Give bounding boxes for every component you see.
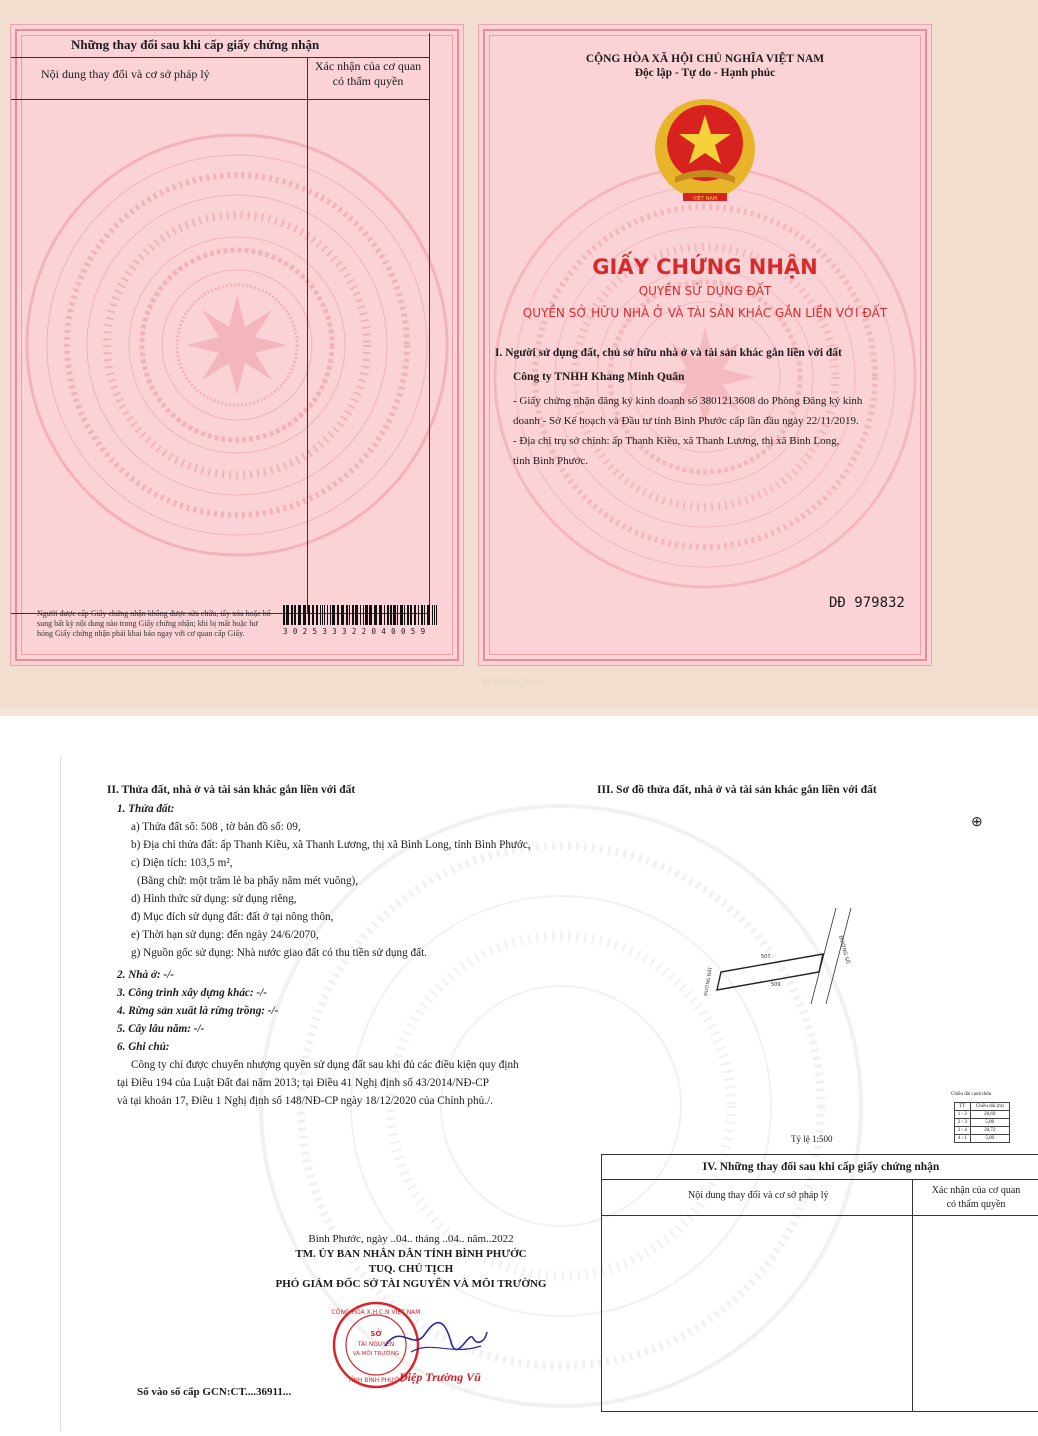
north-arrow-icon: ⊕ [971,815,983,830]
edge-table-header: TT [955,1103,971,1111]
changes-title: Những thay đổi sau khi cấp giấy chứng nhận [71,37,320,52]
col-confirm-header: Xác nhận của cơ quan có thẩm quyền [314,59,422,88]
watermark: Batdongsan [483,676,542,688]
inner-page-sheet [60,756,1036,1431]
edge-table-cell: 2 - 3 [955,1119,971,1127]
col-content-header: Nội dung thay đổi và cơ sở pháp lý [41,67,210,81]
svg-text:507: 507 [761,954,771,960]
parcel-map [701,906,881,1006]
serial-number: DĐ 979832 [829,595,905,611]
table-row [955,1127,1010,1135]
map-scale: Tỷ lệ 1:500 [791,1134,833,1144]
changes-table [10,33,430,613]
col-confirm-header-iv: Xác nhận của cơ quan có thẩm quyền [931,1185,1021,1210]
national-emblem-icon [665,111,745,202]
national-motto: Độc lập - Tự do - Hạnh phúc [634,67,776,79]
edge-table-cell: 20,72 [970,1127,1009,1135]
edge-table-caption: Chiều dài cạnh thửa [951,1092,992,1097]
owner-name: Công ty TNHH Khang Minh Quân [513,371,685,383]
right-page [478,24,932,666]
table-row [955,1119,1010,1127]
edge-length-table [954,1102,1010,1143]
certificate-title: GIẤY CHỨNG NHẬN [592,255,818,279]
signature-block: Bình Phước, ngày ..04.. tháng ..04.. năm..2022 TM. ỦY BAN NHÂN DÂN TỈNH BÌNH PHƯỚC TUQ. CHỦ TỊCH PHÓ GIÁM ĐỐC SỞ TÀI NGUYÊN VÀ MÔI TRƯỜNG [275,1233,547,1290]
barcode-number: 3 0 2 5 3 3 3 2 2 0 4 0 0 5 9 [283,627,426,636]
section-iv-heading: IV. Những thay đổi sau khi cấp giấy chứng nhận [702,1161,940,1173]
svg-text:TÀI NGUYÊN: TÀI NGUYÊN [357,1341,395,1348]
left-page [10,24,464,666]
svg-text:ĐƯỜNG SỐ: ĐƯỜNG SỐ [837,934,851,965]
table-row [955,1111,1010,1119]
svg-text:VIỆT NAM: VIỆT NAM [692,196,718,202]
footnote: Người được cấp Giấy chứng nhận không được sửa chữa, tẩy xóa hoặc bổ sung bất kỳ nội dung nào trong Giấy chứng nhận; khi bị mất hoặc hư hỏng Giấy chứng nhận phải khai báo ngay với cơ quan cấp Giấy. [37,609,271,638]
edge-table-cell: 5,00 [970,1135,1009,1143]
registration-number: Số vào sổ cấp GCN:CT....36911... [137,1386,292,1398]
col-content-header-iv: Nội dung thay đổi và cơ sở pháp lý [688,1190,829,1201]
certificate-cover-spread [0,0,1038,708]
certificate-inner-page [0,716,1038,1436]
barcode [281,605,441,627]
edge-table-cell: 4 - 1 [955,1135,971,1143]
svg-text:509: 509 [771,982,781,988]
svg-text:ĐƯỜNG ĐẤT: ĐƯỜNG ĐẤT [704,966,715,997]
nation-name: CỘNG HÒA XÃ HỘI CHỦ NGHĨA VIỆT NAM [585,53,825,65]
edge-table-header: Chiều dài (m) [970,1103,1009,1111]
edge-table-cell: 5,00 [970,1119,1009,1127]
section-i-heading: I. Người sử dụng đất, chủ sở hữu nhà ở và tài sản khác gắn liền với đất [495,347,842,359]
signature-scribble [381,1312,491,1362]
signer-name: Diệp Trường Vũ [399,1370,481,1384]
edge-table-cell: 20,69 [970,1111,1009,1119]
section-iii-heading: III. Sơ đồ thửa đất, nhà ở và tài sản khác gắn liền với đất [597,784,877,796]
svg-text:VÀ MÔI TRƯỜNG: VÀ MÔI TRƯỜNG [352,1351,400,1357]
certificate-subtitle-2: QUYỀN SỞ HỮU NHÀ Ở VÀ TÀI SẢN KHÁC GẮN LIỀN VỚI ĐẤT [522,306,888,320]
section-ii-heading: II. Thửa đất, nhà ở và tài sản khác gắn liền với đất [107,784,356,796]
svg-text:TỈNH BÌNH PHƯỚC: TỈNH BÌNH PHƯỚC [347,1377,405,1384]
edge-table-cell: 3 - 4 [955,1127,971,1135]
edge-table-cell: 1 - 2 [955,1111,971,1119]
svg-text:SỞ: SỞ [370,1330,382,1338]
land-details: 1. Thửa đất: a) Thửa đất số: 508 , tờ bản đồ số: 09, b) Địa chỉ thửa đất: ấp Thanh Kiều, xã Thanh Lương, thị xã Bình Long, tỉnh Bình Phước, c) Diện tích: 103,5 m², (Bằng chữ: một trăm lẻ ba phẩy năm mét vuông), d) Hình thức sử dụng: sử dụng riêng, đ) Mục đích sử dụng đất: đất ở tại nông thôn, e) Thời hạn sử dụng: đến ngày 24/6/2070, g) Nguồn gốc sử dụng: Nhà nước giao đất có thu tiền sử dụng đất. 2. Nhà ở: -/- 3. Công trình xây dựng khác: -/- 4. Rừng sản xuất là rừng trồng: -/- 5. Cây lâu năm: -/- 6. Ghi chú: Công ty chỉ được chuyển nhượng quyền sử dụng đất sau khi đủ các điều kiện quy định tại Điều 194 của Luật Đất đai năm 2013; tại Điều 41 Nghị định số 43/2014/NĐ-CP và tại khoản 17, Điều 1 Nghị định số 148/NĐ-CP ngày 18/12/2020 của Chính phủ./. [117,803,531,1107]
certificate-subtitle-1: QUYỀN SỬ DỤNG ĐẤT [638,284,772,298]
svg-text:CỘNG HÒA X.H.C.N VIỆT NAM: CỘNG HÒA X.H.C.N VIỆT NAM [331,1309,421,1316]
owner-details: - Giấy chứng nhận đăng ký kinh doanh số 3801213608 do Phòng Đăng ký kinh doanh - Sở Kế hoạch và Đầu tư tỉnh Bình Phước cấp lần đầu ngày 22/11/2019. - Địa chỉ trụ sở chính: ấp Thanh Kiều, xã Thanh Lương, thị xã Bình Long, tỉnh Bình Phước. [513,395,863,467]
table-row [955,1135,1010,1143]
changes-table-iv [601,1154,1038,1412]
